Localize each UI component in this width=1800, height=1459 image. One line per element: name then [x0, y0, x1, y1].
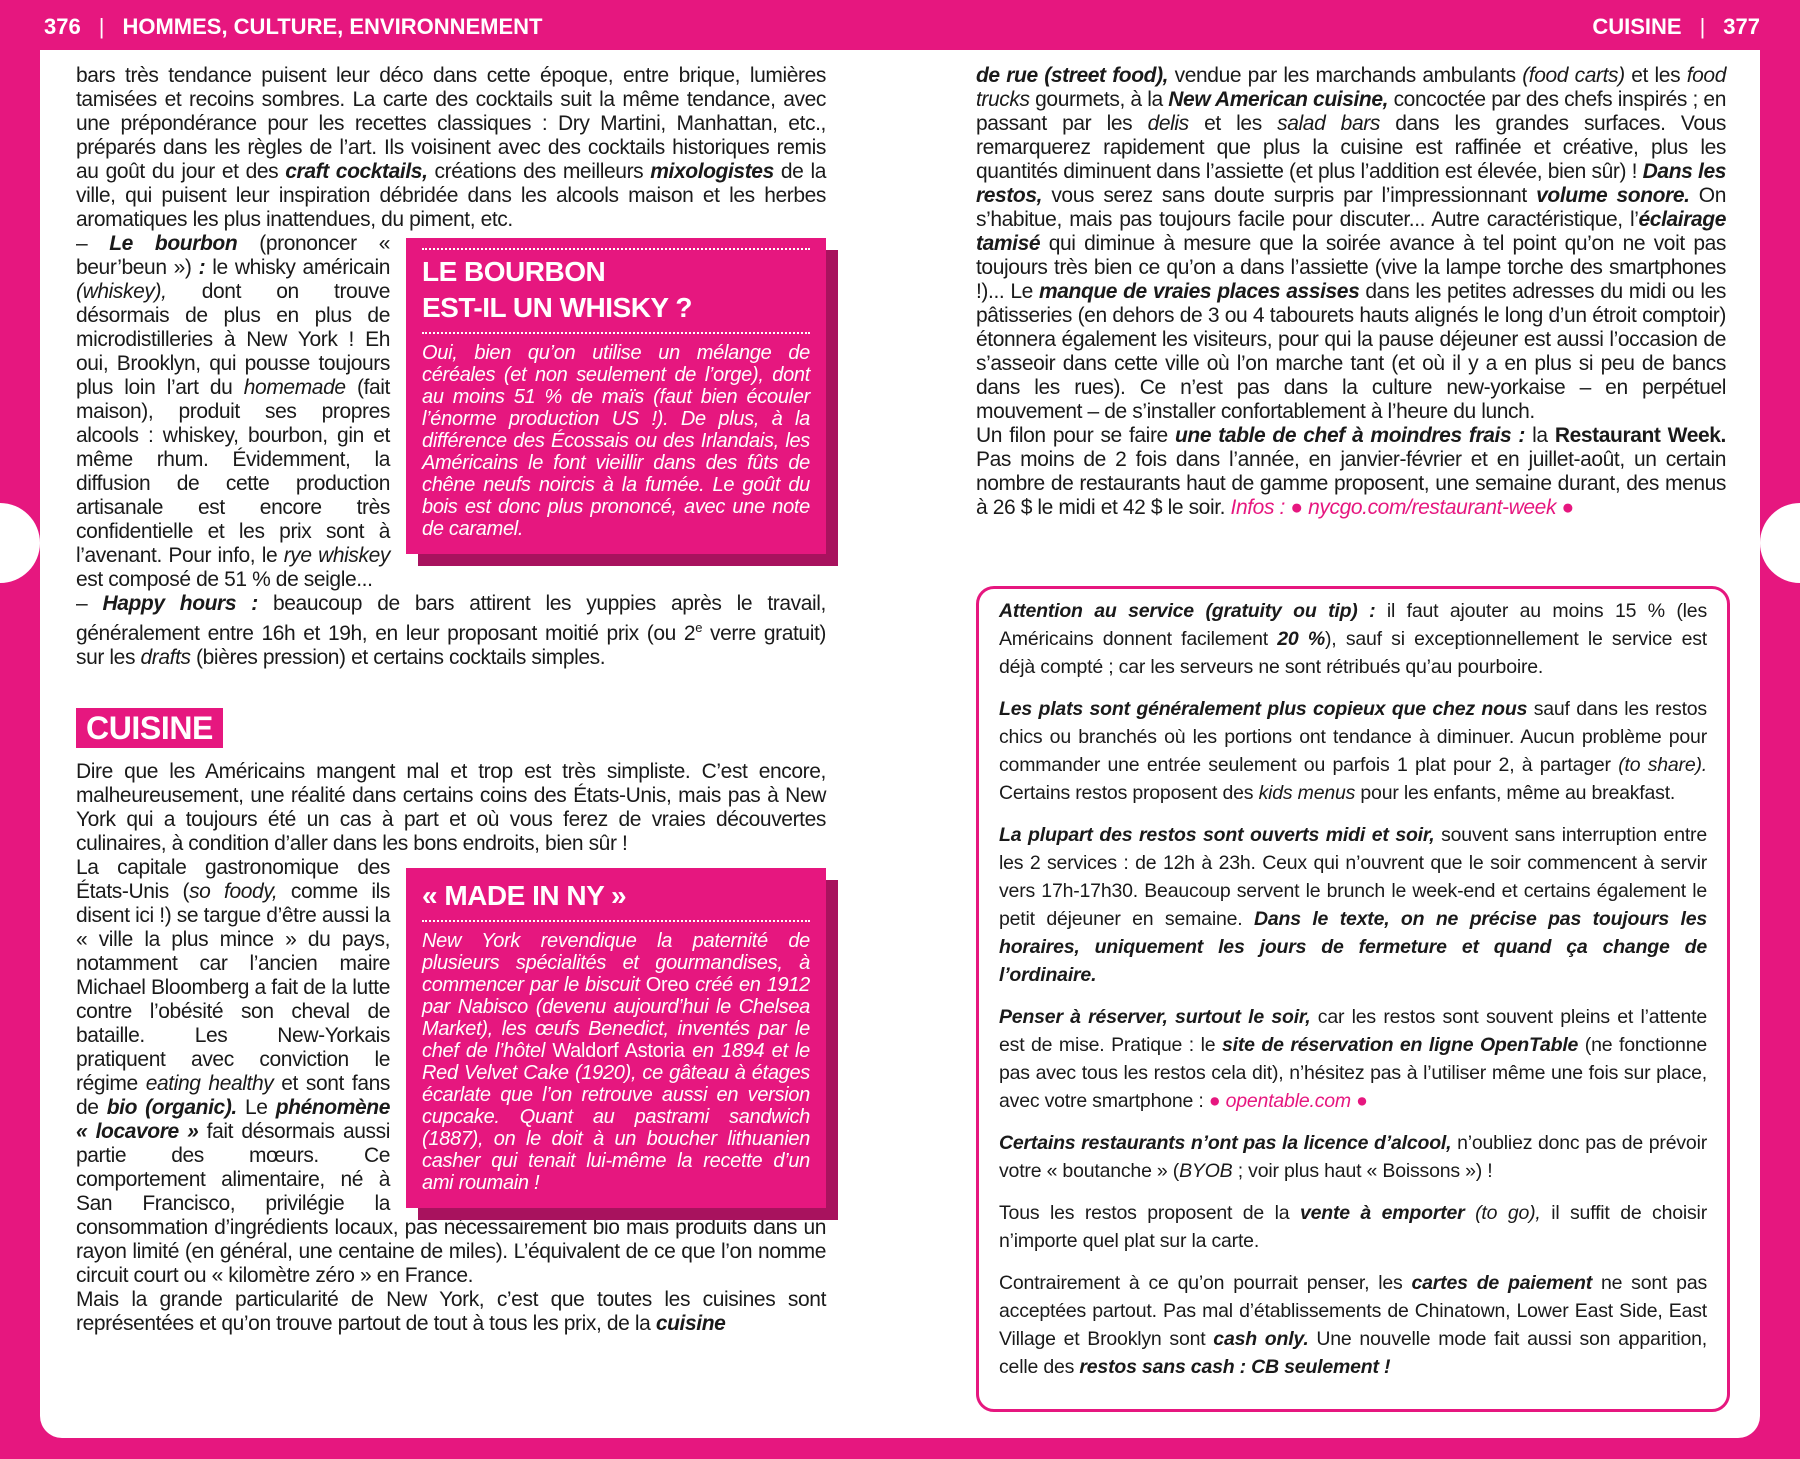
left-edge-tab [0, 503, 40, 583]
box-body: Oui, bien qu’on utilise un mélange de céréales (et non seulement de l’orge), dont au moins 51 % de maïs (faut bien écouler l’énorme production US !). De plus, à la différence des Écossais ou des Irlandais, les Américains le font vieillir dans des fûts de chêne neufs noircis à la fumée. Le goût du bois est donc plus prononcé, avec une note de caramel. [422, 342, 810, 540]
bullet-icon: ● [1561, 496, 1574, 519]
right-column [976, 64, 1726, 520]
right-edge-tab [1760, 503, 1800, 583]
paragraph-cocktails: bars très tendance puisent leur déco dans cette époque, entre brique, lumières tamisées et recoins sombres. La carte des cocktails suit la même tendance, avec une prépondérance pour les recettes classiques : Dry Martini, Manhattan, etc., préparés dans les règles de l’art. Ils voisinent avec des cocktails historiques remis au goût du jour et des craft cocktails, créations des meilleurs mixologistes de la ville, qui puisent leur inspiration débridée dans les alcools maison et les herbes aromatiques les plus inattendues, du piment, etc. [76, 64, 826, 231]
paragraph-cuisine-intro: Dire que les Américains mangent mal et trop est très simpliste. C’est encore, malheureusement, une réalité dans certains coins des États-Unis, mais pas à New York qui a toujours été un cas à part et où vous ferez de vraies découvertes culinaires, à condition d’aller dans les bons endroits, bien sûr ! [76, 760, 826, 855]
tips-box [976, 586, 1730, 1412]
page-header [0, 0, 1800, 50]
tip-service: Attention au service (gratuity ou tip) : il faut ajouter au moins 15 % (les Américains donnent facilement 20 %), sauf si exceptionnellement le service est déjà compté ; car les serveurs ne sont rétribués qu’au pourboire. [999, 600, 1708, 678]
tip-portions: Les plats sont généralement plus copieux que chez nous sauf dans les restos chics ou branchés où les portions ont tendance à diminuer. Aucun problème pour commander une entrée seulement ou parfois 1 plat pour 2, à partager (to share). Certains restos proposent des kids menus pour les enfants, même au breakfast. [999, 698, 1707, 804]
right-page-number: 377 [1723, 14, 1760, 39]
bullet-icon: ● [1290, 496, 1303, 519]
left-column [76, 64, 826, 1336]
tip-takeaway: Tous les restos proposent de la vente à emporter (to go), il suffit de choisir n’importe quel plat sur la carte. [999, 1202, 1707, 1252]
left-header: 376 | HOMMES, CULTURE, ENVIRONNEMENT [44, 14, 543, 39]
right-running-title: CUISINE [1592, 14, 1682, 39]
box-body: New York revendique la paternité de plusieurs spécialités et gourmandises, à commencer par le biscuit Oreo créé en 1912 par Nabisco (devenu aujourd’hui le Chelsea Market), les œufs Benedict, inventés par le chef de l’hôtel Waldorf Astoria en 1894 et le Red Velvet Cake (1920), ce gâteau à étages écarlate que l’on retrouve aussi en version cupcake. Quant au pastrami sandwich (1887), on le doit à un boucher lithuanien casher qui tenait lui-même la recette d’un ami roumain ! [422, 930, 810, 1194]
paragraph-restaurant-week: Un filon pour se faire une table de chef à moindres frais : la Restaurant Week. Pas moins de 2 fois dans l’année, en janvier-février et en juillet-août, un certain nombre de restaurants haut de gamme proposent, une semaine durant, des menus à 26 $ le midi et 42 $ le soir. Infos : ● nycgo.com/restaurant-week ● [976, 424, 1726, 519]
paragraph-capital: La capitale gastronomique des États-Unis (so foody, comme ils disent ici !) se targue d’être aussi la « ville la plus mince » du pays, notamment car l’ancien maire Michael Bloomberg a fait de la lutte contre l’obésité son cheval de bataille. Les New-Yorkais pratiquent avec conviction le régime eating healthy et sont fans de bio (organic). Le phénomène « locavore » fait désormais aussi partie des mœurs. Ce comportement alimentaire, né à San Francisco, privilégie la consommation d’ingrédients locaux, pas nécessairement bio mais produits dans un rayon limité (en général, une centaine de miles). L’équivalent de ce que l’on nomme circuit court ou « kilomètre zéro » en France. [76, 856, 826, 1287]
paragraph-happy-hours: – Happy hours : beaucoup de bars attirent les yuppies après le travail, généralement entre 16h et 19h, en leur proposant moitié prix (ou 2e verre gratuit) sur les drafts (bières pression) et certains cocktails simples. [76, 592, 826, 669]
tip-reservation: Penser à réserver, surtout le soir, car les restos sont souvent pleins et l’attente est de mise. Pratique : le site de réservation en ligne OpenTable (ne fonctionne pas avec tous les restos cela dit), n’hésitez pas à l’utiliser même une fois sur place, avec votre smartphone : ● opentable.com ● [999, 1006, 1707, 1112]
tip-payment: Contrairement à ce qu’on pourrait penser, les cartes de paiement ne sont pas acceptées partout. Pas mal d’établissements de Chinatown, Lower East Side, East Village et Brooklyn sont cash only. Une nouvelle mode fait aussi son apparition, celle des restos sans cash : CB seulement ! [999, 1272, 1708, 1378]
link-restaurant-week[interactable]: nycgo.com/restaurant-week [1308, 496, 1557, 519]
section-title-cuisine: CUISINE [76, 708, 223, 748]
sidebar-box-bourbon [406, 238, 826, 554]
left-page-number: 376 [44, 14, 81, 39]
paragraph-bourbon: – Le bourbon (prononcer « beur’beun ») : le whisky américain (whiskey), dont on trouve désormais de plus en plus de microdistilleries à New York ! Eh oui, Brooklyn, qui pousse toujours plus loin l’art du homemade (fait maison), produit ses propres alcools : whiskey, bourbon, gin et même rhum. Évidemment, la diffusion de cette production artisanale est encore très confidentielle et les prix sont à l’avenant. Pour info, le rye whiskey est composé de 51 % de seigle... [76, 232, 391, 591]
right-header: CUISINE | 377 [1592, 14, 1760, 39]
paragraph-particularity: Mais la grande particularité de New York, c’est que toutes les cuisines sont représentées et qu’on trouve partout de tout à tous les prix, de la cuisine [76, 1288, 826, 1335]
box-title: « MADE IN NY » [422, 878, 810, 922]
tip-hours: La plupart des restos sont ouverts midi et soir, souvent sans interruption entre les 2 services : de 12h à 23h. Ceux qui n’ouvrent que le soir commencent à servir vers 17h-17h30. Beaucoup servent le brunch le week-end et certains également le petit déjeuner en semaine. Dans le texte, on ne précise pas toujours les horaires, uniquement les jours de fermeture et quand ça change de l’ordinaire. [999, 824, 1707, 986]
paragraph-street-food: de rue (street food), vendue par les marchands ambulants (food carts) et les food trucks gourmets, à la New American cuisine, concoctée par des chefs inspirés ; en passant par les delis et les salad bars dans les grandes surfaces. Vous remarquerez rapidement que plus la cuisine est raffinée et créative, plus les quantités diminuent dans l’assiette (et plus l’addition est élevée, bien sûr) ! Dans les restos, vous serez sans doute surpris par l’impressionnant volume sonore. On s’habitue, mais pas toujours facile pour discuter... Autre caractéristique, l’éclairage tamisé qui diminue à mesure que la soirée avance à tel point qu’on ne voit pas toujours très bien ce qu’on a dans l’assiette (vive la lampe torche des smartphones !)... Le manque de vraies places assises dans les petites adresses du midi ou les pâtisseries (en dehors de 3 ou 4 tabourets hauts alignés le long d’un étroit comptoir) étonnera également les visiteurs, pour qui la pause déjeuner est aussi l’occasion de s’asseoir dans cette ville où l’on marche tant (et où il y a en plus si peu de bancs dans les rues). Ce n’est pas dans la culture new-yorkaise – en perpétuel mouvement – de s’installer confortablement à l’heure du lunch. [976, 64, 1726, 423]
bullet-icon: ● [1208, 1090, 1221, 1112]
sidebar-box-made-in-ny [406, 868, 826, 1208]
left-running-title: HOMMES, CULTURE, ENVIRONNEMENT [122, 14, 543, 39]
tip-alcohol: Certains restaurants n’ont pas la licence d’alcool, n’oubliez donc pas de prévoir votre « boutanche » (BYOB ; voir plus haut « Boissons ») ! [999, 1132, 1707, 1182]
link-opentable[interactable]: opentable.com [1225, 1090, 1351, 1112]
box-title: LE BOURBON EST-IL UN WHISKY ? [422, 248, 810, 334]
bullet-icon: ● [1356, 1090, 1368, 1112]
